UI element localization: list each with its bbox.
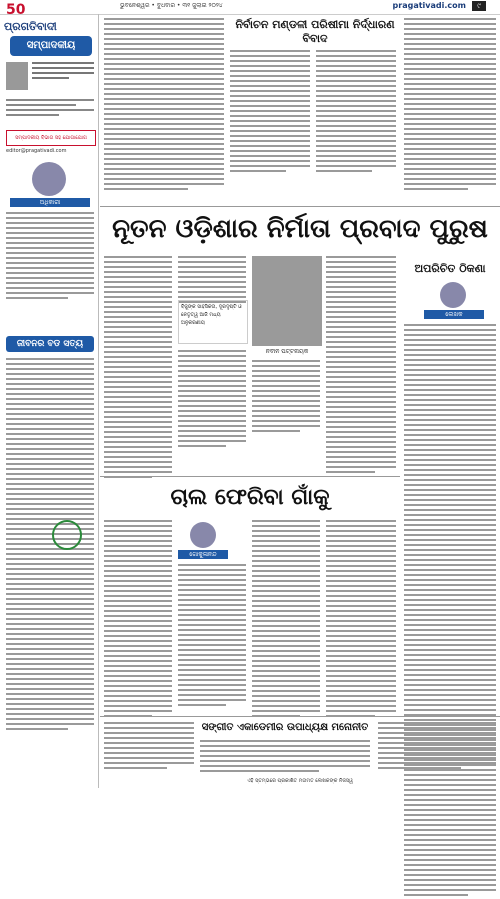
side-column <box>404 324 496 899</box>
lower-col-4 <box>326 520 396 720</box>
author-name-tag: ଅଧିକାରୀ <box>10 198 90 207</box>
site-url[interactable]: pragativadi.com <box>392 1 466 10</box>
life-column <box>6 358 94 733</box>
top-headline: ନିର୍ବାଚନ ମଣ୍ଡଳୀ ପରିଷୀମା ନିର୍ଦ୍ଧାରଣ ବିବାଦ <box>235 18 395 45</box>
side-headline: ଅପରିଚିତ ଠିକଣା <box>414 262 486 275</box>
bottom-mid-column <box>200 740 370 775</box>
top-left-column <box>104 18 224 193</box>
top-mid-column <box>230 50 310 175</box>
main-col-2b <box>178 350 246 450</box>
contact-box: ସମ୍ପାଦକୀୟ ବିଭାଗ ସହ ଯୋଗାଯୋଗ <box>6 130 96 146</box>
masthead-info <box>6 96 94 119</box>
editor-email[interactable]: editor@pragativadi.com <box>6 148 67 154</box>
author-avatar <box>32 162 66 196</box>
divider <box>100 206 500 207</box>
lower-headline: ଚାଲ ଫେରିବା ଗାଁକୁ <box>170 485 330 510</box>
top-right-column <box>404 18 496 193</box>
side-author-avatar <box>440 282 466 308</box>
side-author-tag: ଲେଖକ <box>424 310 484 319</box>
footer-note: ଏହି ସ୍ତମ୍ଭରେ ପ୍ରକାଶିତ ମତାମତ ଲେଖକଙ୍କ ନିଜସ୍ୱ <box>247 778 353 784</box>
top-mid2-column <box>316 50 396 175</box>
page-number: ୯ <box>472 1 486 11</box>
lower-col-3 <box>252 520 320 720</box>
divider-lower <box>100 476 400 477</box>
main-col-2 <box>178 256 246 306</box>
lotus-icon <box>52 520 82 550</box>
main-col-3 <box>252 360 320 435</box>
brand-name: ପ୍ରଗତିବାଦୀ <box>4 20 57 33</box>
dateline: ଭୁବନେଶ୍ୱର • ବୁଧବାର • ୩୧ ଜୁଲାଇ ୨୦୨୪ <box>120 2 223 9</box>
pullquote: ବିଜୁଙ୍କ ସାହସିକତା, ଦୂରଦୃଷ୍ଟି ଓ ନେତୃତ୍ୱ ଆଜି ମଧ୍ୟ ଅନୁକରଣୀୟ <box>178 300 248 344</box>
top-bar <box>0 0 500 18</box>
lower-col-2 <box>178 564 246 709</box>
anniversary-logo: 50 <box>6 2 26 18</box>
editorial-section-title: ସମ୍ପାଦକୀୟ <box>10 36 92 56</box>
divider-bottom <box>100 716 500 717</box>
lower-author-avatar <box>190 522 216 548</box>
lower-author-tag: ଗୋକୁଳାନନ୍ଦ <box>178 550 228 559</box>
main-col-1 <box>104 256 172 481</box>
section-life-title: ଜୀବନର ବଡ ସତ୍ୟ <box>6 336 94 352</box>
main-photo <box>252 256 322 346</box>
photo-caption: ନବୀନ ପଟ୍ଟନାୟକ <box>265 348 309 355</box>
bottom-left-column <box>104 722 194 772</box>
main-col-4 <box>326 256 396 476</box>
bottom-headline: ସଙ୍ଗୀତ ଏକାଡେମୀର ଉପାଧ୍ୟକ୍ଷ ମନୋନୀତ <box>201 722 369 733</box>
main-headline: ନୂତନ ଓଡ଼ିଶାର ନିର୍ମାତା ପ୍ରବାଦ ପୁରୁଷ <box>112 214 488 244</box>
founder-quote <box>32 62 94 90</box>
author1-column <box>6 212 94 302</box>
founder-portrait <box>6 62 28 90</box>
lower-col-1 <box>104 520 172 720</box>
bottom-right-column <box>378 722 496 772</box>
